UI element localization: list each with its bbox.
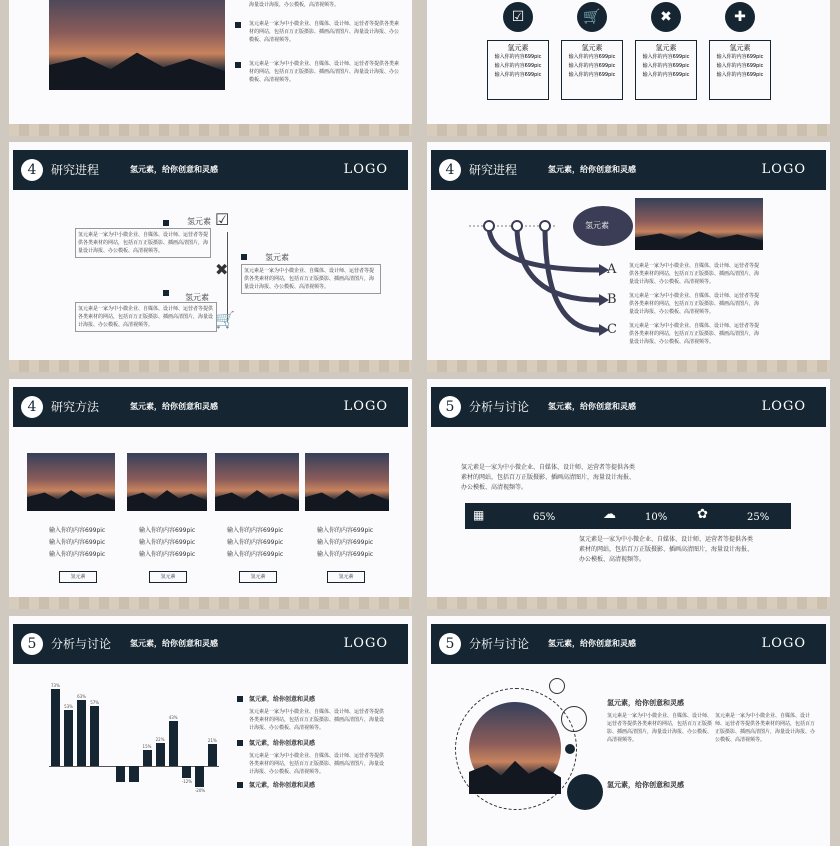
photo-1 [27, 453, 115, 511]
item-head-1: 氢元素，给你创意和灵感 [249, 696, 316, 703]
chart-bar [129, 766, 138, 782]
bullet-marker [235, 62, 241, 68]
section-number: 5 [439, 633, 461, 655]
section-number: 4 [439, 159, 461, 181]
bar-chart [49, 682, 219, 792]
chart-value-label: 53% [64, 704, 73, 710]
box-title: 氢元素 [581, 44, 603, 52]
logo: LOGO [761, 162, 806, 177]
small-ring [549, 678, 565, 694]
top-snippet: 海量设计海报，办公模板，高清视频等。 [249, 2, 340, 8]
chart-bar [90, 706, 99, 766]
slogan: 氢元素，给你创意和灵感 [130, 638, 218, 648]
label-2: 氢元素 [265, 253, 289, 262]
col-line: 输入你的内容699pic [227, 527, 284, 534]
para-1: 氢元素是一家为中小微企业、自媒体、设计师、运营者等提供各类素材的网站，包括百万正版摄影、插画高清图片，海量设计海报、办公模板、高清视频等。 [75, 228, 211, 258]
slide-research-process-1[interactable] [9, 142, 412, 372]
leaf-icon: ✿ [697, 507, 708, 522]
para-left: 氢元素是一家为中小微企业、自媒体、设计师、运营者等提供各类素材的网站，包括百万正版摄影、插画高清图片，海量设计海报、办公模板、高清视频等。 [607, 713, 713, 743]
cart-icon: 🛒 [577, 2, 607, 32]
icon-cart: 🛒 [215, 310, 235, 329]
chart-bar [208, 744, 217, 766]
chart-bar [64, 710, 73, 766]
col-line: 输入你的内容699pic [317, 539, 374, 546]
slide-header [13, 387, 408, 427]
icon-box-3[interactable] [635, 2, 697, 100]
box-line: 输入你的内容699pic [568, 54, 616, 60]
para-top: 氢元素是一家为中小微企业、自媒体、设计师、运营者等提供各类素材的网站，包括百万正版摄影、插画高清图片，海量设计海报、办公模板、高清视频等。 [461, 464, 636, 491]
para-a: 氢元素是一家为中小微企业、自媒体、设计师、运营者等提供各类素材的网站，包括百万正版摄影、插画高清图片，海量设计海报、办公模板、高清视频等。 [629, 263, 760, 285]
col-4 [317, 525, 373, 561]
slide-analysis-chart[interactable] [9, 616, 412, 846]
col-1 [49, 525, 105, 561]
chart-value-label: 21% [207, 737, 217, 743]
slogan: 氢元素，给你创意和灵感 [548, 164, 636, 174]
footer-pattern [427, 124, 830, 136]
checklist-icon: ☑ [503, 2, 533, 32]
box-line: 输入你的内容699pic [568, 72, 616, 78]
stat-2: 10% [645, 512, 668, 523]
slide-analysis-stats[interactable] [427, 379, 830, 609]
slide-analysis-circle[interactable] [427, 616, 830, 846]
letter-b: B [607, 292, 617, 307]
col-2 [139, 525, 195, 561]
head-1: 氢元素，给你创意和灵感 [607, 698, 684, 707]
logo: LOGO [761, 636, 806, 651]
box-line: 输入你的内容699pic [568, 63, 616, 69]
chart-bar [156, 743, 165, 766]
dark-circle [567, 774, 603, 810]
bullet-text-2: 氢元素是一家为中小微企业、自媒体、设计师、运营者等提供各类素材的网站，包括百万正版摄影、插画高清图片、海量设计海报、办公模板、高清视频等。 [249, 61, 400, 83]
photo-idea [635, 198, 763, 250]
chart-value-label: -20% [194, 787, 206, 793]
section-title: 分析与讨论 [51, 637, 112, 651]
slogan: 氢元素，给你创意和灵感 [548, 401, 636, 411]
letter-c: C [607, 322, 617, 337]
chart-value-label: 15% [142, 744, 152, 750]
medical-kit-icon: ✚ [725, 2, 755, 32]
stats-bar [465, 503, 791, 529]
para-bottom: 氢元素是一家为中小微企业、自媒体、设计师、运营者等提供各类素材的网站，包括百万正版摄影、插画高清图片，海量设计海报、办公模板、高清视频等。 [579, 536, 754, 563]
chart-bar [51, 689, 60, 765]
box-line: 输入你的内容699pic [716, 63, 764, 69]
col-line: 输入你的内容699pic [317, 551, 374, 558]
box-line: 输入你的内容699pic [494, 72, 542, 78]
photo-3 [215, 453, 299, 511]
chart-value-label: 63% [77, 693, 87, 699]
bullet-marker [235, 22, 241, 28]
box-line: 输入你的内容699pic [642, 72, 690, 78]
col-3 [227, 525, 283, 561]
section-title: 分析与讨论 [469, 637, 530, 651]
section-number: 4 [21, 159, 43, 181]
chart-bar [182, 766, 191, 779]
chart-value-label: 43% [168, 714, 178, 720]
footer-pattern [9, 360, 412, 372]
para-2: 氢元素是一家为中小微企业、自媒体、设计师、运营者等提供各类素材的网站，包括百万正版摄影、插画高清图片，海量设计海报、办公模板、高清视频等。 [241, 264, 381, 294]
label-1: 氢元素 [187, 217, 211, 226]
icon-checklist: ☑ [215, 210, 230, 229]
footer-pattern [9, 124, 412, 136]
grid-icon: ▦ [473, 508, 485, 522]
slogan: 氢元素，给你创意和灵感 [130, 164, 218, 174]
section-title: 分析与讨论 [469, 400, 530, 414]
letter-a: A [607, 262, 617, 277]
logo: LOGO [343, 636, 388, 651]
stat-3: 25% [747, 512, 770, 523]
section-number: 5 [439, 396, 461, 418]
small-ring [561, 706, 587, 732]
box-title: 氢元素 [655, 44, 677, 52]
icon-box-1[interactable] [487, 2, 549, 100]
cloud-icon: ☁ [603, 507, 616, 522]
chart-bar [169, 721, 178, 766]
col-button-1[interactable]: 氢元素 [59, 571, 97, 583]
chart-bar [116, 766, 125, 782]
bullet-marker [237, 740, 243, 746]
box-line: 输入你的内容699pic [642, 63, 690, 69]
para-b: 氢元素是一家为中小微企业、自媒体、设计师、运营者等提供各类素材的网站，包括百万正版摄影、插画高清图片，海量设计海报、办公模板、高清视频等。 [629, 293, 760, 315]
bullet-marker [237, 782, 243, 788]
slide-icons[interactable] [427, 0, 830, 136]
slide-header [431, 624, 826, 664]
bullet-marker [241, 254, 247, 260]
box-line: 输入你的内容699pic [716, 54, 764, 60]
bubble-label: 氢元素 [585, 221, 609, 230]
col-line: 输入你的内容699pic [317, 527, 374, 534]
col-line: 输入你的内容699pic [139, 539, 196, 546]
para-right: 氢元素是一家为中小微企业、自媒体、设计师、运营者等提供各类素材的网站，包括百万正版摄影、插画高清图片，海量设计海报、办公模板、高清视频等。 [715, 713, 816, 743]
slogan: 氢元素，给你创意和灵感 [130, 401, 218, 411]
bullet-text-1: 氢元素是一家为中小微企业、自媒体、设计师、运营者等提供各类素材的网站，包括百万正版摄影、插画高清图片、海量设计海报、办公模板、高清视频等。 [249, 21, 400, 43]
col-line: 输入你的内容699pic [227, 551, 284, 558]
footer-pattern [427, 360, 830, 372]
slide-research-method[interactable] [9, 379, 412, 609]
item-text-1: 氢元素是一家为中小微企业、自媒体、设计师、运营者等提供各类素材的网站，包括百万正版摄影、插画高清图片，海量设计海报、办公模板、高清视频等。 [249, 709, 385, 731]
logo: LOGO [343, 399, 388, 414]
chart-value-label: -12% [181, 779, 193, 785]
box-line: 输入你的内容699pic [716, 72, 764, 78]
section-title: 研究方法 [51, 400, 100, 414]
footer-pattern [9, 597, 412, 609]
section-number: 5 [21, 633, 43, 655]
slide-header [13, 150, 408, 190]
circle-photo [469, 702, 561, 794]
bullet-marker [237, 696, 243, 702]
col-line: 输入你的内容699pic [49, 527, 106, 534]
slide-header [431, 387, 826, 427]
icon-tools: ✖ [215, 260, 229, 279]
bullet-marker [163, 220, 169, 226]
chart-bar [77, 700, 86, 766]
item-head-2: 氢元素，给你创意和灵感 [249, 740, 316, 747]
slogan: 氢元素，给你创意和灵感 [548, 638, 636, 648]
col-line: 输入你的内容699pic [139, 551, 196, 558]
section-title: 研究进程 [51, 163, 100, 177]
box-line: 输入你的内容699pic [494, 54, 542, 60]
item-text-2: 氢元素是一家为中小微企业、自媒体、设计师、运营者等提供各类素材的网站，包括百万正版摄影、插画高清图片，海量设计海报、办公模板、高清视频等。 [249, 753, 385, 775]
slide-research-process-2[interactable] [427, 142, 830, 372]
para-c: 氢元素是一家为中小微企业、自媒体、设计师、运营者等提供各类素材的网站，包括百万正版摄影、插画高清图片，海量设计海报、办公模板、高清视频等。 [629, 323, 760, 345]
footer-pattern [427, 597, 830, 609]
slide-intro[interactable] [9, 0, 412, 136]
section-title: 研究进程 [469, 163, 518, 177]
icon-box-4[interactable] [709, 2, 771, 100]
section-number: 4 [21, 396, 43, 418]
tools-icon: ✖ [651, 2, 681, 32]
col-line: 输入你的内容699pic [139, 527, 196, 534]
col-button-3[interactable]: 氢元素 [239, 571, 277, 583]
chart-value-label: 57% [90, 700, 100, 706]
logo: LOGO [343, 162, 388, 177]
col-line: 输入你的内容699pic [227, 539, 284, 546]
box-line: 输入你的内容699pic [494, 63, 542, 69]
photo-2 [127, 453, 207, 511]
bullet-marker [163, 290, 169, 296]
chart-value-label: 22% [155, 736, 165, 742]
photo-4 [305, 453, 389, 511]
logo: LOGO [761, 399, 806, 414]
head-2: 氢元素，给你创意和灵感 [607, 780, 684, 789]
dot [565, 744, 575, 754]
para-3: 氢元素是一家为中小微企业、自媒体、设计师、运营者等提供各类素材的网站，包括百万正版摄影、插画高清图片，海量设计海报、办公模板、高清视频等。 [75, 302, 217, 332]
chart-value-label: 73% [51, 683, 60, 689]
stat-1: 65% [533, 512, 556, 523]
photo-climbers [49, 0, 225, 90]
chart-bar [195, 766, 204, 787]
col-line: 输入你的内容699pic [49, 539, 106, 546]
col-button-4[interactable]: 氢元素 [327, 571, 365, 583]
col-line: 输入你的内容699pic [49, 551, 106, 558]
item-head-3: 氢元素，给你创意和灵感 [249, 782, 316, 789]
slide-header [13, 624, 408, 664]
chart-bar [143, 750, 152, 766]
col-button-2[interactable]: 氢元素 [149, 571, 187, 583]
box-title: 氢元素 [507, 44, 529, 52]
label-3: 氢元素 [185, 293, 209, 302]
box-title: 氢元素 [729, 44, 751, 52]
icon-box-2[interactable] [561, 2, 623, 100]
box-line: 输入你的内容699pic [642, 54, 690, 60]
